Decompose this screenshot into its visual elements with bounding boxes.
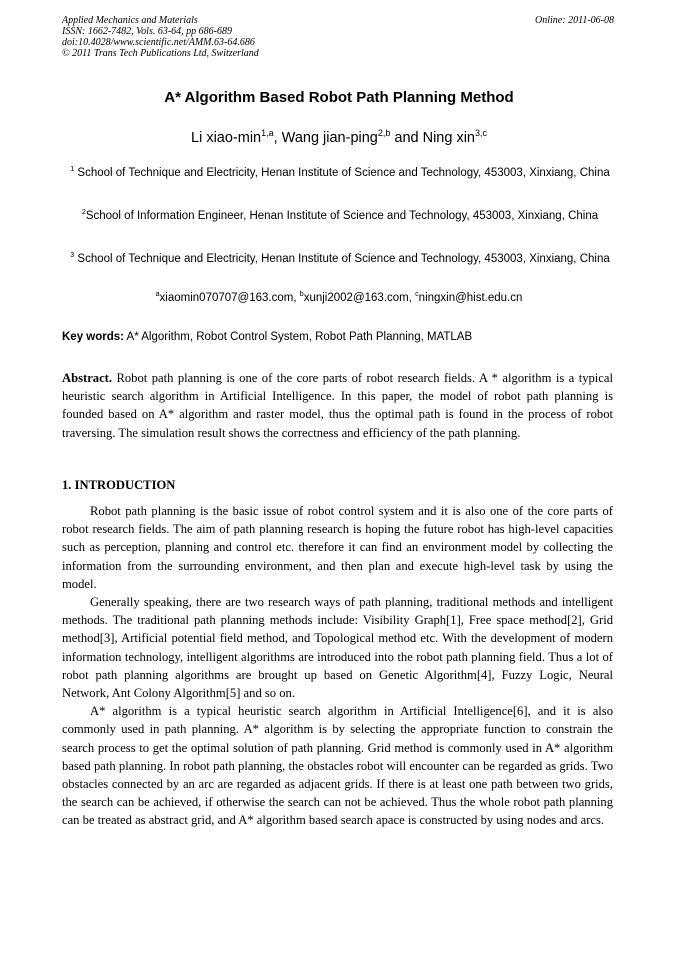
author-name: Wang jian-ping xyxy=(281,130,378,146)
author-name: Li xiao-min xyxy=(191,130,262,146)
keywords-text: A* Algorithm, Robot Control System, Robot Path Planning, MATLAB xyxy=(124,331,473,343)
paragraph: A* algorithm is a typical heuristic search algorithm in Artificial Intelligence[6], and it is also commonly used in path planning. A* algorithm is by selecting the appropriate function to constrain the search process to get the optimal solution of path planning. Grid method is commonly used in A* algorithm based path planning. In robot path planning, the obstacles robot will encounter can be regarded as grids. Two obstacles connected by an arc are regarded as adjacent grids. If there is at least one path between two grids, the search can be achieved, if otherwise the search can not be achieved. Thus the whole robot path planning can be treated as abstract grid, and A* algorithm based search apace is constructed by using nodes and arcs. xyxy=(62,704,613,828)
paragraph: Robot path planning is the basic issue of robot control system and it is also one of the core parts of robot research fields. The aim of path planning research is hoping the future robot has high-level capacities such as perception, planning and control etc. therefore it can find an environment model by collecting the information from the surrounding environment, and then plan and execute high-level task by using the model. xyxy=(62,504,613,591)
abstract-text: Robot path planning is one of the core parts of robot research fields. A * algorithm is a typical heuristic search algorithm in Artificial Intelligence. In this paper, the model of robot path planning is founded based on A* algorithm and raster model, thus the optimal path is found in the process of robot traversing. The simulation result shows the correctness and efficiency of the path planning. xyxy=(62,371,613,440)
email-marker: c xyxy=(415,290,419,299)
affiliation-text: School of Technique and Electricity, Henan Institute of Science and Technology, 453003, Xinxiang, China xyxy=(74,253,610,265)
affiliation-marker: 1 xyxy=(70,165,75,174)
doi-line: doi:10.4028/www.scientific.net/AMM.63-64.686 xyxy=(62,37,255,48)
email-address[interactable]: ningxin@hist.edu.cn xyxy=(418,292,523,304)
affiliation-text: School of Information Engineer, Henan Institute of Science and Technology, 453003, Xinxiang, China xyxy=(85,210,599,222)
affiliation-marker: 2 xyxy=(81,208,86,217)
affiliation-3 xyxy=(70,250,610,269)
introduction-body xyxy=(62,502,613,830)
paragraph: Generally speaking, there are two research ways of path planning, traditional methods and intelligent methods. The traditional path planning methods include: Visibility Graph[1], Free space method[2], Grid method[3], Artificial potential field method, and Topological method etc. With the development of modern information technology, intelligent algorithms are introduced into the robot path planning field. Thus a lot of robot path planning algorithms are brought up based on Genetic Algorithm[4], Fuzzy Logic, Neural Network, Ant Colony Algorithm[5] and so on. xyxy=(62,595,613,701)
email-address[interactable]: xunji2002@163.com, xyxy=(303,292,416,304)
journal-header xyxy=(62,15,259,59)
keywords-label: Key words: xyxy=(62,331,124,343)
paper-title: A* Algorithm Based Robot Path Planning Method xyxy=(164,89,514,106)
keywords xyxy=(62,331,472,343)
journal-name: Applied Mechanics and Materials xyxy=(62,15,198,26)
email-marker: b xyxy=(299,290,304,299)
copyright-line: © 2011 Trans Tech Publications Ltd, Switzerland xyxy=(62,48,259,59)
author-marker: 2,b xyxy=(377,128,391,139)
author-separator: , xyxy=(273,130,282,146)
author-separator: and xyxy=(390,130,423,146)
email-marker: a xyxy=(155,290,160,299)
affiliation-2 xyxy=(70,207,610,226)
email-address[interactable]: xiaomin070707@163.com, xyxy=(159,292,300,304)
email-list xyxy=(0,292,678,304)
affiliation-1 xyxy=(70,164,610,183)
affiliation-text: School of Technique and Electricity, Henan Institute of Science and Technology, 453003, Xinxiang, China xyxy=(74,167,610,179)
author-marker: 1,a xyxy=(261,128,274,139)
author-marker: 3,c xyxy=(475,128,487,139)
abstract-label: Abstract. xyxy=(62,371,113,385)
author-list xyxy=(0,130,678,146)
affiliation-marker: 3 xyxy=(70,251,75,260)
online-date: Online: 2011-06-08 xyxy=(535,15,614,26)
abstract xyxy=(62,369,613,442)
issn-line: ISSN: 1662-7482, Vols. 63-64, pp 686-689 xyxy=(62,26,232,37)
section-heading: 1. INTRODUCTION xyxy=(62,478,176,492)
author-name: Ning xin xyxy=(422,130,475,146)
